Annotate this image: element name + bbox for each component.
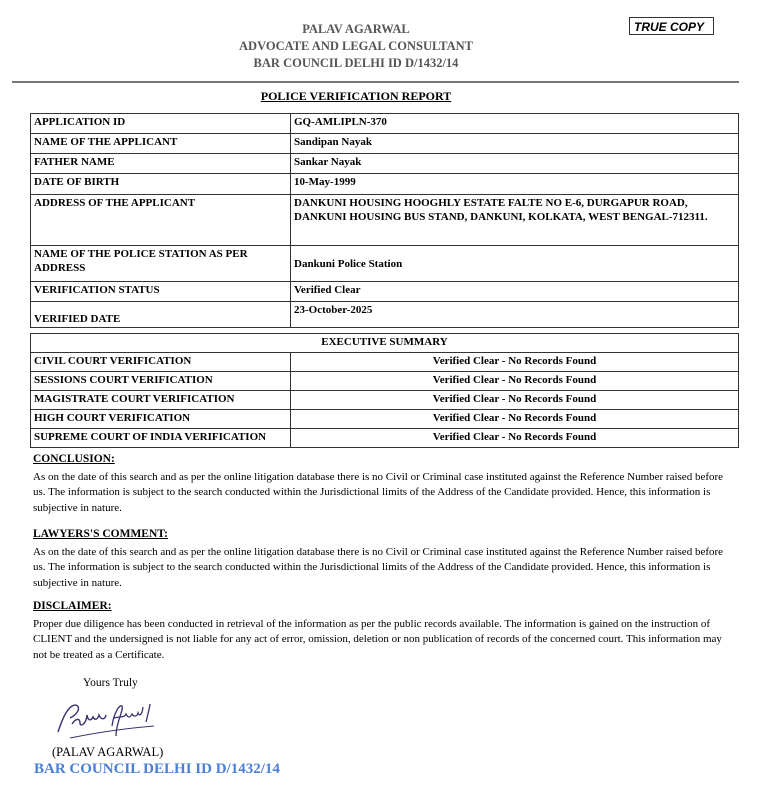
value: Sandipan Nayak bbox=[291, 134, 739, 154]
value: Sankar Nayak bbox=[291, 154, 739, 174]
header-bar-id: BAR COUNCIL DELHI ID D/1432/14 bbox=[253, 56, 459, 70]
label: CIVIL COURT VERIFICATION bbox=[31, 353, 291, 372]
value: Verified Clear - No Records Found bbox=[291, 429, 739, 448]
salutation: Yours Truly bbox=[83, 677, 138, 689]
comment-text: As on the date of this search and as per the online litigation database there is no Civil or Criminal case instituted against the Reference Number raised before us. The information is subject to the search conducted within the Jurisdictional limits of the Address of the Candidate provided. Hence, this information is subjective in nature. bbox=[33, 545, 724, 589]
label: SUPREME COURT OF INDIA VERIFICATION bbox=[31, 429, 291, 448]
label: MAGISTRATE COURT VERIFICATION bbox=[31, 391, 291, 410]
label: APPLICATION ID bbox=[31, 114, 291, 134]
value: 10-May-1999 bbox=[291, 174, 739, 195]
label: VERIFICATION STATUS bbox=[31, 282, 291, 302]
table-row bbox=[31, 195, 739, 246]
value: Dankuni Police Station bbox=[291, 246, 739, 282]
comment-heading: LAWYERS'S COMMENT: bbox=[33, 528, 168, 540]
report-title: POLICE VERIFICATION REPORT bbox=[260, 89, 452, 103]
table-row bbox=[31, 302, 739, 328]
signature-image bbox=[50, 700, 160, 742]
value: 23-October-2025 bbox=[291, 302, 739, 328]
table-row bbox=[31, 154, 739, 174]
table-row bbox=[31, 134, 739, 154]
true-copy-stamp: TRUE COPY bbox=[629, 17, 714, 35]
table-row bbox=[31, 114, 739, 134]
label: VERIFIED DATE bbox=[31, 302, 291, 328]
conclusion-section bbox=[33, 452, 733, 516]
value: Verified Clear - No Records Found bbox=[291, 353, 739, 372]
footer-bar-id: BAR COUNCIL DELHI ID D/1432/14 bbox=[34, 761, 280, 777]
label: NAME OF THE POLICE STATION AS PER ADDRESS bbox=[31, 246, 291, 282]
table-row bbox=[31, 353, 739, 372]
advocate-title: ADVOCATE AND LEGAL CONSULTANT bbox=[239, 39, 473, 53]
value: DANKUNI HOUSING HOOGHLY ESTATE FALTE NO E-6, DURGAPUR ROAD, DANKUNI HOUSING BUS STAND, DANKUNI, KOLKATA, WEST BENGAL-712311. bbox=[291, 195, 739, 246]
label: FATHER NAME bbox=[31, 154, 291, 174]
disclaimer-text: Proper due diligence has been conducted in retrieval of the information as per the public records available. The information is gained on the instruction of CLIENT and the undersigned is not liable for any act of error, omission, deletion or non publication of records of the concerned court. This information may not be treated as a Certificate. bbox=[33, 617, 722, 661]
label: SESSIONS COURT VERIFICATION bbox=[31, 372, 291, 391]
conclusion-heading: CONCLUSION: bbox=[33, 453, 115, 465]
table-row bbox=[31, 246, 739, 282]
header-divider bbox=[12, 81, 739, 83]
value: Verified Clear - No Records Found bbox=[291, 391, 739, 410]
value: Verified Clear - No Records Found bbox=[291, 410, 739, 429]
label: DATE OF BIRTH bbox=[31, 174, 291, 195]
advocate-name: PALAV AGARWAL bbox=[302, 22, 410, 36]
disclaimer-section bbox=[33, 599, 733, 663]
table-row bbox=[31, 391, 739, 410]
summary-heading: EXECUTIVE SUMMARY bbox=[31, 334, 739, 353]
value: GQ-AMLIPLN-370 bbox=[291, 114, 739, 134]
value: Verified Clear bbox=[291, 282, 739, 302]
value: Verified Clear - No Records Found bbox=[291, 372, 739, 391]
disclaimer-heading: DISCLAIMER: bbox=[33, 600, 112, 612]
executive-summary-table bbox=[30, 333, 739, 448]
table-row bbox=[31, 282, 739, 302]
label: HIGH COURT VERIFICATION bbox=[31, 410, 291, 429]
table-row bbox=[31, 372, 739, 391]
summary-heading-row bbox=[31, 334, 739, 353]
table-row bbox=[31, 429, 739, 448]
label: ADDRESS OF THE APPLICANT bbox=[31, 195, 291, 246]
details-table bbox=[30, 113, 739, 328]
table-row bbox=[31, 174, 739, 195]
comment-section bbox=[33, 527, 733, 591]
label: NAME OF THE APPLICANT bbox=[31, 134, 291, 154]
signer-name: (PALAV AGARWAL) bbox=[52, 745, 164, 759]
table-row bbox=[31, 410, 739, 429]
conclusion-text: As on the date of this search and as per the online litigation database there is no Civil or Criminal case instituted against the Reference Number raised before us. The information is subject to the search conducted within the Jurisdictional limits of the Address of the Candidate provided. Hence, this information is subjective in nature. bbox=[33, 470, 724, 514]
